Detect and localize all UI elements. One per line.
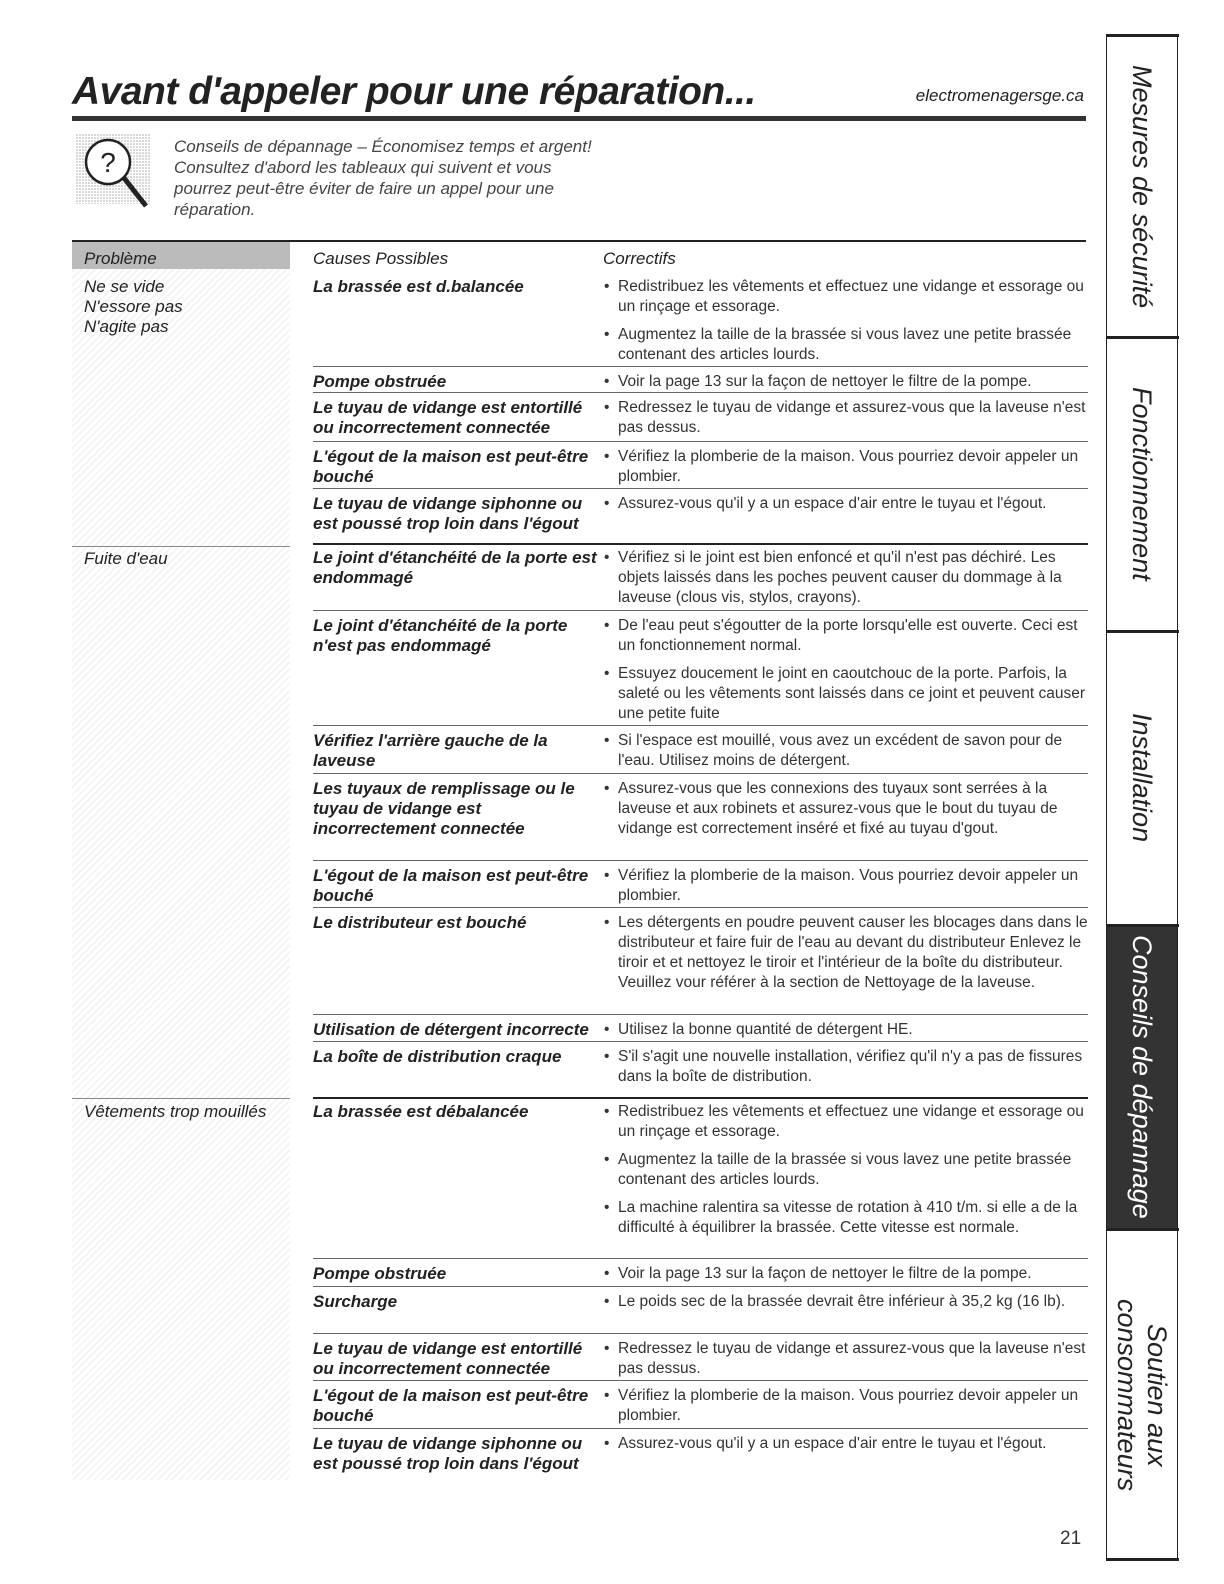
page-number: 21 [1060, 1528, 1082, 1549]
bullet-icon: • [604, 1048, 610, 1065]
tab-divider [1106, 1228, 1179, 1231]
fix-item [604, 1434, 1088, 1454]
bullet-icon: • [604, 1103, 610, 1120]
problem-column-background [72, 242, 290, 1480]
bullet-icon: • [604, 1340, 610, 1357]
tab-divider [1106, 1558, 1179, 1561]
bullet-icon: • [604, 617, 610, 634]
tip-line: Consultez d'abord les tableaux qui suivent et vous [174, 158, 552, 177]
fix-item [604, 325, 1088, 365]
bullet-icon: • [604, 914, 610, 931]
bullet-icon: • [604, 867, 610, 884]
fix-text: Augmentez la taille de la brassée si vous lavez une petite brassée contenant des articles lourds. [618, 326, 1072, 363]
tab-divider [1106, 924, 1179, 927]
tip-line: réparation. [174, 200, 256, 219]
problem-separator [72, 546, 290, 547]
fix-text: Voir la page 13 sur la façon de nettoyer le filtre de la pompe. [618, 1265, 1032, 1282]
fix-item [604, 1292, 1088, 1312]
bullet-icon: • [604, 1265, 610, 1282]
fix-text: Assurez-vous qu'il y a un espace d'air entre le tuyau et l'égout. [618, 1435, 1047, 1452]
fix-item [604, 277, 1088, 317]
side-tab-label: Installation [1127, 713, 1157, 843]
tab-divider [1106, 336, 1179, 339]
cause-cell: Le tuyau de vidange est entortillé ou incorrectement connectée [313, 1339, 583, 1378]
row-separator [313, 366, 1088, 367]
row-separator [313, 1333, 1088, 1334]
cause-cell: Les tuyaux de remplissage ou le tuyau de vidange est incorrectement connectée [313, 779, 575, 838]
row-separator [313, 907, 1088, 908]
fix-text: Redistribuez les vêtements et effectuez une vidange et essorage ou un rinçage et essorage. [618, 278, 1084, 315]
fix-text: Vérifiez si le joint est bien enfoncé et qu'il n'est pas déchiré. Les objets laissés dans les poches peuvent causer du dommage à la laveuse (clous vis, stylos, crayons). [618, 549, 1062, 606]
fix-item [604, 664, 1088, 724]
row-separator [313, 773, 1088, 774]
cause-cell: Le joint d'étanchéité de la porte n'est pas endommagé [313, 616, 568, 655]
fix-item [604, 1020, 1088, 1040]
cause-cell: La brassée est débalancée [313, 1102, 529, 1121]
fix-item [604, 1264, 1088, 1284]
bullet-icon: • [604, 1435, 610, 1452]
row-separator [313, 1258, 1088, 1259]
fix-text: Le poids sec de la brassée devrait être inférieur à 35,2 kg (16 lb). [618, 1293, 1066, 1310]
causes-header: Causes Possibles [313, 249, 449, 268]
section-separator [313, 1097, 1088, 1099]
bullet-icon: • [604, 326, 610, 343]
question-magnifier-icon [76, 134, 150, 210]
fix-text: Assurez-vous qu'il y a un espace d'air entre le tuyau et l'égout. [618, 495, 1047, 512]
cause-cell: Le joint d'étanchéité de la porte est endommagé [313, 548, 597, 587]
bullet-icon: • [604, 373, 610, 390]
row-separator [313, 725, 1088, 726]
side-tab-label: Conseils de dépannage [1127, 935, 1157, 1219]
tip-line: pourrez peut-être éviter de faire un appel pour une [174, 179, 554, 198]
bullet-icon: • [604, 665, 610, 682]
fix-text: Redistribuez les vêtements et effectuez une vidange et essorage ou un rinçage et essorage. [618, 1103, 1084, 1140]
fix-text: Assurez-vous que les connexions des tuyaux sont serrées à la laveuse et aux robinets et assurez-vous que le bout du tuyau de vidange est correctement inséré et fixé au tuyau d'gout. [618, 780, 1058, 837]
row-separator [313, 1380, 1088, 1381]
problem-header: Problème [84, 249, 157, 268]
bullet-icon: • [604, 399, 610, 416]
row-separator [313, 860, 1088, 861]
bullet-icon: • [604, 780, 610, 797]
side-tab[interactable] [1106, 338, 1178, 630]
fix-item [604, 1198, 1088, 1238]
row-separator [313, 392, 1088, 393]
fix-text: Si l'espace est mouillé, vous avez un excédent de savon pour de l'eau. Utilisez moins de détergent. [618, 732, 1063, 769]
row-separator [313, 441, 1088, 442]
row-separator [313, 1014, 1088, 1015]
cause-cell: L'égout de la maison est peut-être bouché [313, 447, 589, 486]
cause-cell: Surcharge [313, 1292, 398, 1311]
fix-text: La machine ralentira sa vitesse de rotation à 410 t/m. si elle a de la difficulté à équilibrer la brassée. Cette vitesse est normale. [618, 1199, 1078, 1236]
tab-divider [1106, 34, 1179, 37]
fix-text: Vérifiez la plomberie de la maison. Vous pourriez devoir appeler un plombier. [618, 448, 1079, 485]
fix-item [604, 1150, 1088, 1190]
side-tab[interactable] [1106, 36, 1178, 338]
bullet-icon: • [604, 495, 610, 512]
cause-cell: L'égout de la maison est peut-être bouché [313, 1386, 589, 1425]
fix-item [604, 447, 1088, 487]
table-header [72, 240, 1086, 270]
bullet-icon: • [604, 278, 610, 295]
svg-text:?: ? [100, 147, 116, 178]
cause-cell: Pompe obstruée [313, 372, 447, 391]
row-separator [313, 1286, 1088, 1287]
bullet-icon: • [604, 1387, 610, 1404]
fix-text: Voir la page 13 sur la façon de nettoyer le filtre de la pompe. [618, 373, 1032, 390]
fix-item [604, 616, 1088, 656]
fix-text: Vérifiez la plomberie de la maison. Vous pourriez devoir appeler un plombier. [618, 1387, 1079, 1424]
cause-cell: L'égout de la maison est peut-être bouché [313, 866, 589, 905]
fix-text: Les détergents en poudre peuvent causer les blocages dans dans le distributeur et faire fuir de l'eau au devant du distributeur Enlevez le tiroir et et nettoyez le tiroir et l'intérieur de la boîte du distributeur. Veuillez vour référer à la section de Nettoyage de la laveuse. [618, 914, 1088, 991]
cause-cell: Vérifiez l'arrière gauche de la laveuse [313, 731, 548, 770]
row-separator [313, 1428, 1088, 1429]
tip-line: Conseils de dépannage – Économisez temps et argent! [174, 137, 592, 156]
fix-item [604, 779, 1088, 839]
problem-water-leak: Fuite d'eau [84, 549, 168, 568]
fixes-header: Correctifs [603, 249, 676, 268]
fix-item [604, 372, 1088, 392]
fix-text: S'il s'agit une nouvelle installation, vérifiez qu'il n'y a pas de fissures dans la boîte de distribution. [618, 1048, 1083, 1085]
bullet-icon: • [604, 1021, 610, 1038]
side-tab-label: Mesures de sécurité [1127, 65, 1157, 309]
problem-no-drain: Ne se vide N'essore pas N'agite pas [84, 277, 183, 336]
fix-item [604, 1386, 1088, 1426]
fix-item [604, 731, 1088, 771]
bullet-icon: • [604, 732, 610, 749]
tip-text [174, 136, 654, 220]
fix-text: De l'eau peut s'égoutter de la porte lorsqu'elle est ouverte. Ceci est un fonctionnement normal. [618, 617, 1078, 654]
bullet-icon: • [604, 549, 610, 566]
side-tab-label: Fonctionnement [1127, 387, 1157, 581]
fix-item [604, 398, 1088, 438]
cause-cell: Le tuyau de vidange est entortillé ou incorrectement connectée [313, 398, 583, 437]
side-tab[interactable] [1106, 632, 1178, 924]
row-separator [313, 488, 1088, 489]
fix-item [604, 548, 1088, 608]
side-tab-label: Soutien aux consommateurs [1112, 1298, 1172, 1492]
cause-cell: Le distributeur est bouché [313, 913, 527, 932]
fix-item [604, 1339, 1088, 1379]
tab-divider [1106, 630, 1179, 633]
cause-cell: Le tuyau de vidange siphonne ou est poussé trop loin dans l'égout [313, 1434, 583, 1473]
problem-clothes-too-wet: Vêtements trop mouillés [84, 1102, 267, 1121]
row-separator [313, 610, 1088, 611]
fix-item [604, 1047, 1088, 1087]
row-separator [313, 1041, 1088, 1042]
bullet-icon: • [604, 1151, 610, 1168]
fix-item [604, 494, 1088, 514]
website-link[interactable]: electromenagersge.ca [915, 86, 1084, 105]
section-separator [313, 543, 1088, 545]
cause-cell: La brassée est d.balancée [313, 277, 524, 296]
fix-text: Essuyez doucement le joint en caoutchouc de la porte. Parfois, la saleté ou les vêtements sont laissés dans ce joint et peuvent causer une petite fuite [618, 665, 1085, 722]
problem-separator [72, 1098, 290, 1099]
cause-cell: La boîte de distribution craque [313, 1047, 562, 1066]
bullet-icon: • [604, 448, 610, 465]
fix-text: Utilisez la bonne quantité de détergent HE. [618, 1021, 913, 1038]
cause-cell: Pompe obstruée [313, 1264, 447, 1283]
fix-text: Redressez le tuyau de vidange et assurez-vous que la laveuse n'est pas dessus. [618, 399, 1086, 436]
title-rule [72, 116, 1086, 121]
side-tab[interactable] [1106, 926, 1178, 1228]
bullet-icon: • [604, 1293, 610, 1310]
cause-cell: Le tuyau de vidange siphonne ou est poussé trop loin dans l'égout [313, 494, 583, 533]
page-title: Avant d'appeler pour une réparation... [72, 70, 756, 113]
fix-item [604, 866, 1088, 906]
fix-item [604, 1102, 1088, 1142]
cause-cell: Utilisation de détergent incorrecte [313, 1020, 589, 1039]
fix-text: Augmentez la taille de la brassée si vous lavez une petite brassée contenant des articles lourds. [618, 1151, 1072, 1188]
side-tab[interactable] [1106, 1230, 1178, 1560]
fix-text: Redressez le tuyau de vidange et assurez-vous que la laveuse n'est pas dessus. [618, 1340, 1086, 1377]
fix-text: Vérifiez la plomberie de la maison. Vous pourriez devoir appeler un plombier. [618, 867, 1079, 904]
fix-item [604, 913, 1088, 993]
bullet-icon: • [604, 1199, 610, 1216]
